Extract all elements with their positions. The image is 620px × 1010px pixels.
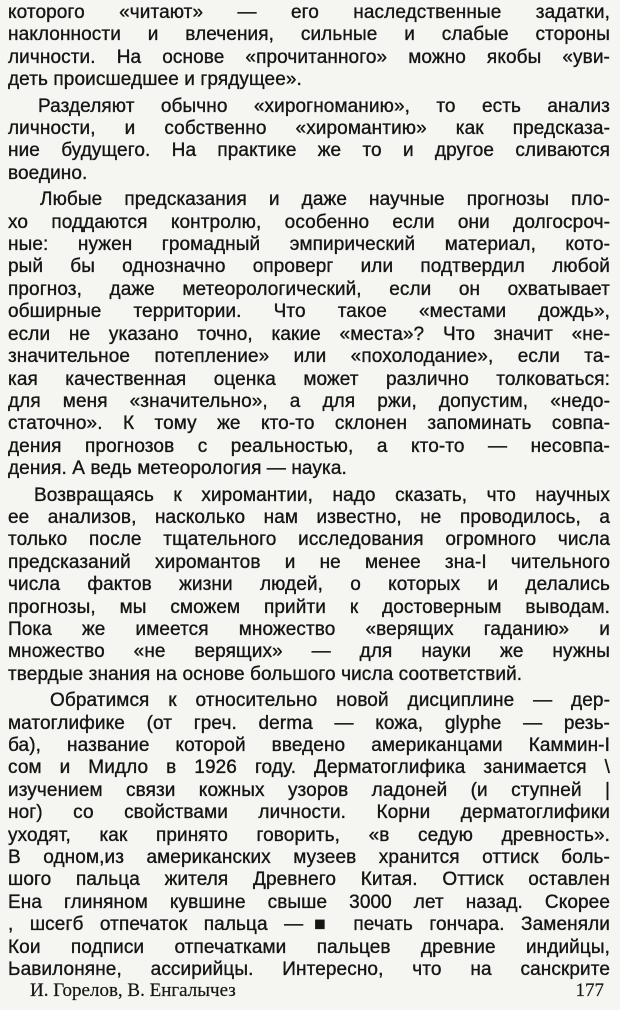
- text-line: изучением связи кожных узоров ладоней (и ступней |: [8, 779, 610, 801]
- text-line: если не указано точно, какие «места»? Что значит «не-: [8, 323, 610, 345]
- paragraph: [8, 189, 610, 480]
- text-line: твердые знания на основе большого числа соответствий.: [8, 663, 523, 685]
- text-line: значительное потепление» или «похолодание», если та-: [8, 346, 610, 368]
- text-line: Пока же имеется множество «верящих гаданию» и: [8, 618, 610, 640]
- text-line: личности, и собственно «хиромантию» как предсказа-: [8, 118, 610, 140]
- text-line: ба), название которой введено американцами Каммин-I: [8, 735, 610, 756]
- text-line: деть происшедшее и грядущее».: [8, 69, 302, 91]
- text-line: шого пальца жителя Древнего Китая. Оттиск оставлен: [8, 869, 610, 891]
- text-line: только после тщательного исследования огромного числа: [8, 529, 610, 551]
- text-line: Разделяют обычно «хирогноманию», то есть анализ: [38, 95, 610, 117]
- text-line: Любые предсказания и даже научные прогнозы пло-: [40, 189, 610, 211]
- paragraph: [8, 690, 610, 981]
- text-line: Кои подписи отпечатками пальцев древние индийцы,: [8, 936, 610, 958]
- text-line: воедино.: [8, 162, 88, 184]
- text-line: Ена глиняном кувшине свыше 3000 лет назад. Скорее: [8, 891, 610, 913]
- text-line: личности. На основе «прочитанного» можно якобы «уви-: [8, 46, 610, 68]
- text-line: ног) со свойствами личности. Корни дерматоглифики: [8, 802, 610, 824]
- text-line: сом и Мидло в 1926 году. Дерматоглифика занимается \: [8, 757, 610, 779]
- text-line: дения прогнозов с реальностью, а кто-то — несовпа-: [8, 435, 610, 457]
- text-line: хо поддаются контролю, особенно если они долгосроч-: [8, 211, 610, 233]
- text-line: рый бы однозначно опроверг или подтвердил любой: [8, 256, 610, 278]
- paragraph: [8, 96, 610, 186]
- text-line: для меня «значительно», а для ржи, допустим, «недо-: [8, 390, 610, 412]
- text-line: наклонности и влечения, сильные и слабые стороны: [8, 24, 610, 46]
- text-line: ее анализов, насколько нам известно, не проводилось, а: [8, 506, 610, 528]
- text-line: , шсегб отпечаток пальца —■ печать гончара. Заменяли: [8, 914, 610, 936]
- text-line: Обратимся к относительно новой дисциплине — дер-: [50, 690, 610, 712]
- text-line: дения. А ведь метеорология — наука.: [8, 458, 347, 480]
- text-line: числа фактов жизни людей, о которых и делались: [8, 574, 610, 596]
- paragraph: [8, 2, 610, 92]
- text-line: ние будущего. На практике же то и другое сливаются: [8, 140, 610, 162]
- text-line: уходят, как принято говорить, «в седую древность».: [8, 824, 610, 846]
- paragraph: [8, 485, 610, 687]
- text-line: ные: нужен громадный эмпирический материал, кото-: [8, 234, 610, 256]
- text-line: Возвращаясь к хиромантии, надо сказать, что научных: [34, 484, 610, 506]
- page-text: [8, 2, 610, 981]
- text-line: В одном,из американских музеев хранится оттиск боль-: [8, 847, 610, 869]
- page-footer: [0, 980, 620, 1002]
- text-line: кая качественная оценка может различно толковаться:: [8, 368, 610, 390]
- text-line: матоглифике (от греч. derma — кожа, glyphe — резь-: [8, 712, 610, 734]
- page-number: 177: [575, 980, 604, 1001]
- footer-authors: И. Горелов, В. Енгалычез: [30, 980, 236, 1001]
- text-line: статочно». К тому же кто-то склонен запоминать совпа-: [8, 413, 610, 435]
- text-line: прогноз, даже метеорологический, если он охватывает: [8, 278, 610, 300]
- text-line: которого «читают» — его наследственные задатки,: [8, 2, 610, 23]
- text-line: множество «не верящих» — для науки же нужны: [8, 641, 610, 663]
- text-line: Ьавилоняне, ассирийцы. Интересно, что на санскрите: [8, 959, 610, 981]
- text-line: обширные территории. Что такое «местами дождь»,: [8, 301, 610, 323]
- text-line: предсказаний хиромантов и не менее зна-I чительного: [8, 551, 610, 573]
- text-line: прогнозы, мы сможем прийти к достоверным выводам.: [8, 596, 610, 618]
